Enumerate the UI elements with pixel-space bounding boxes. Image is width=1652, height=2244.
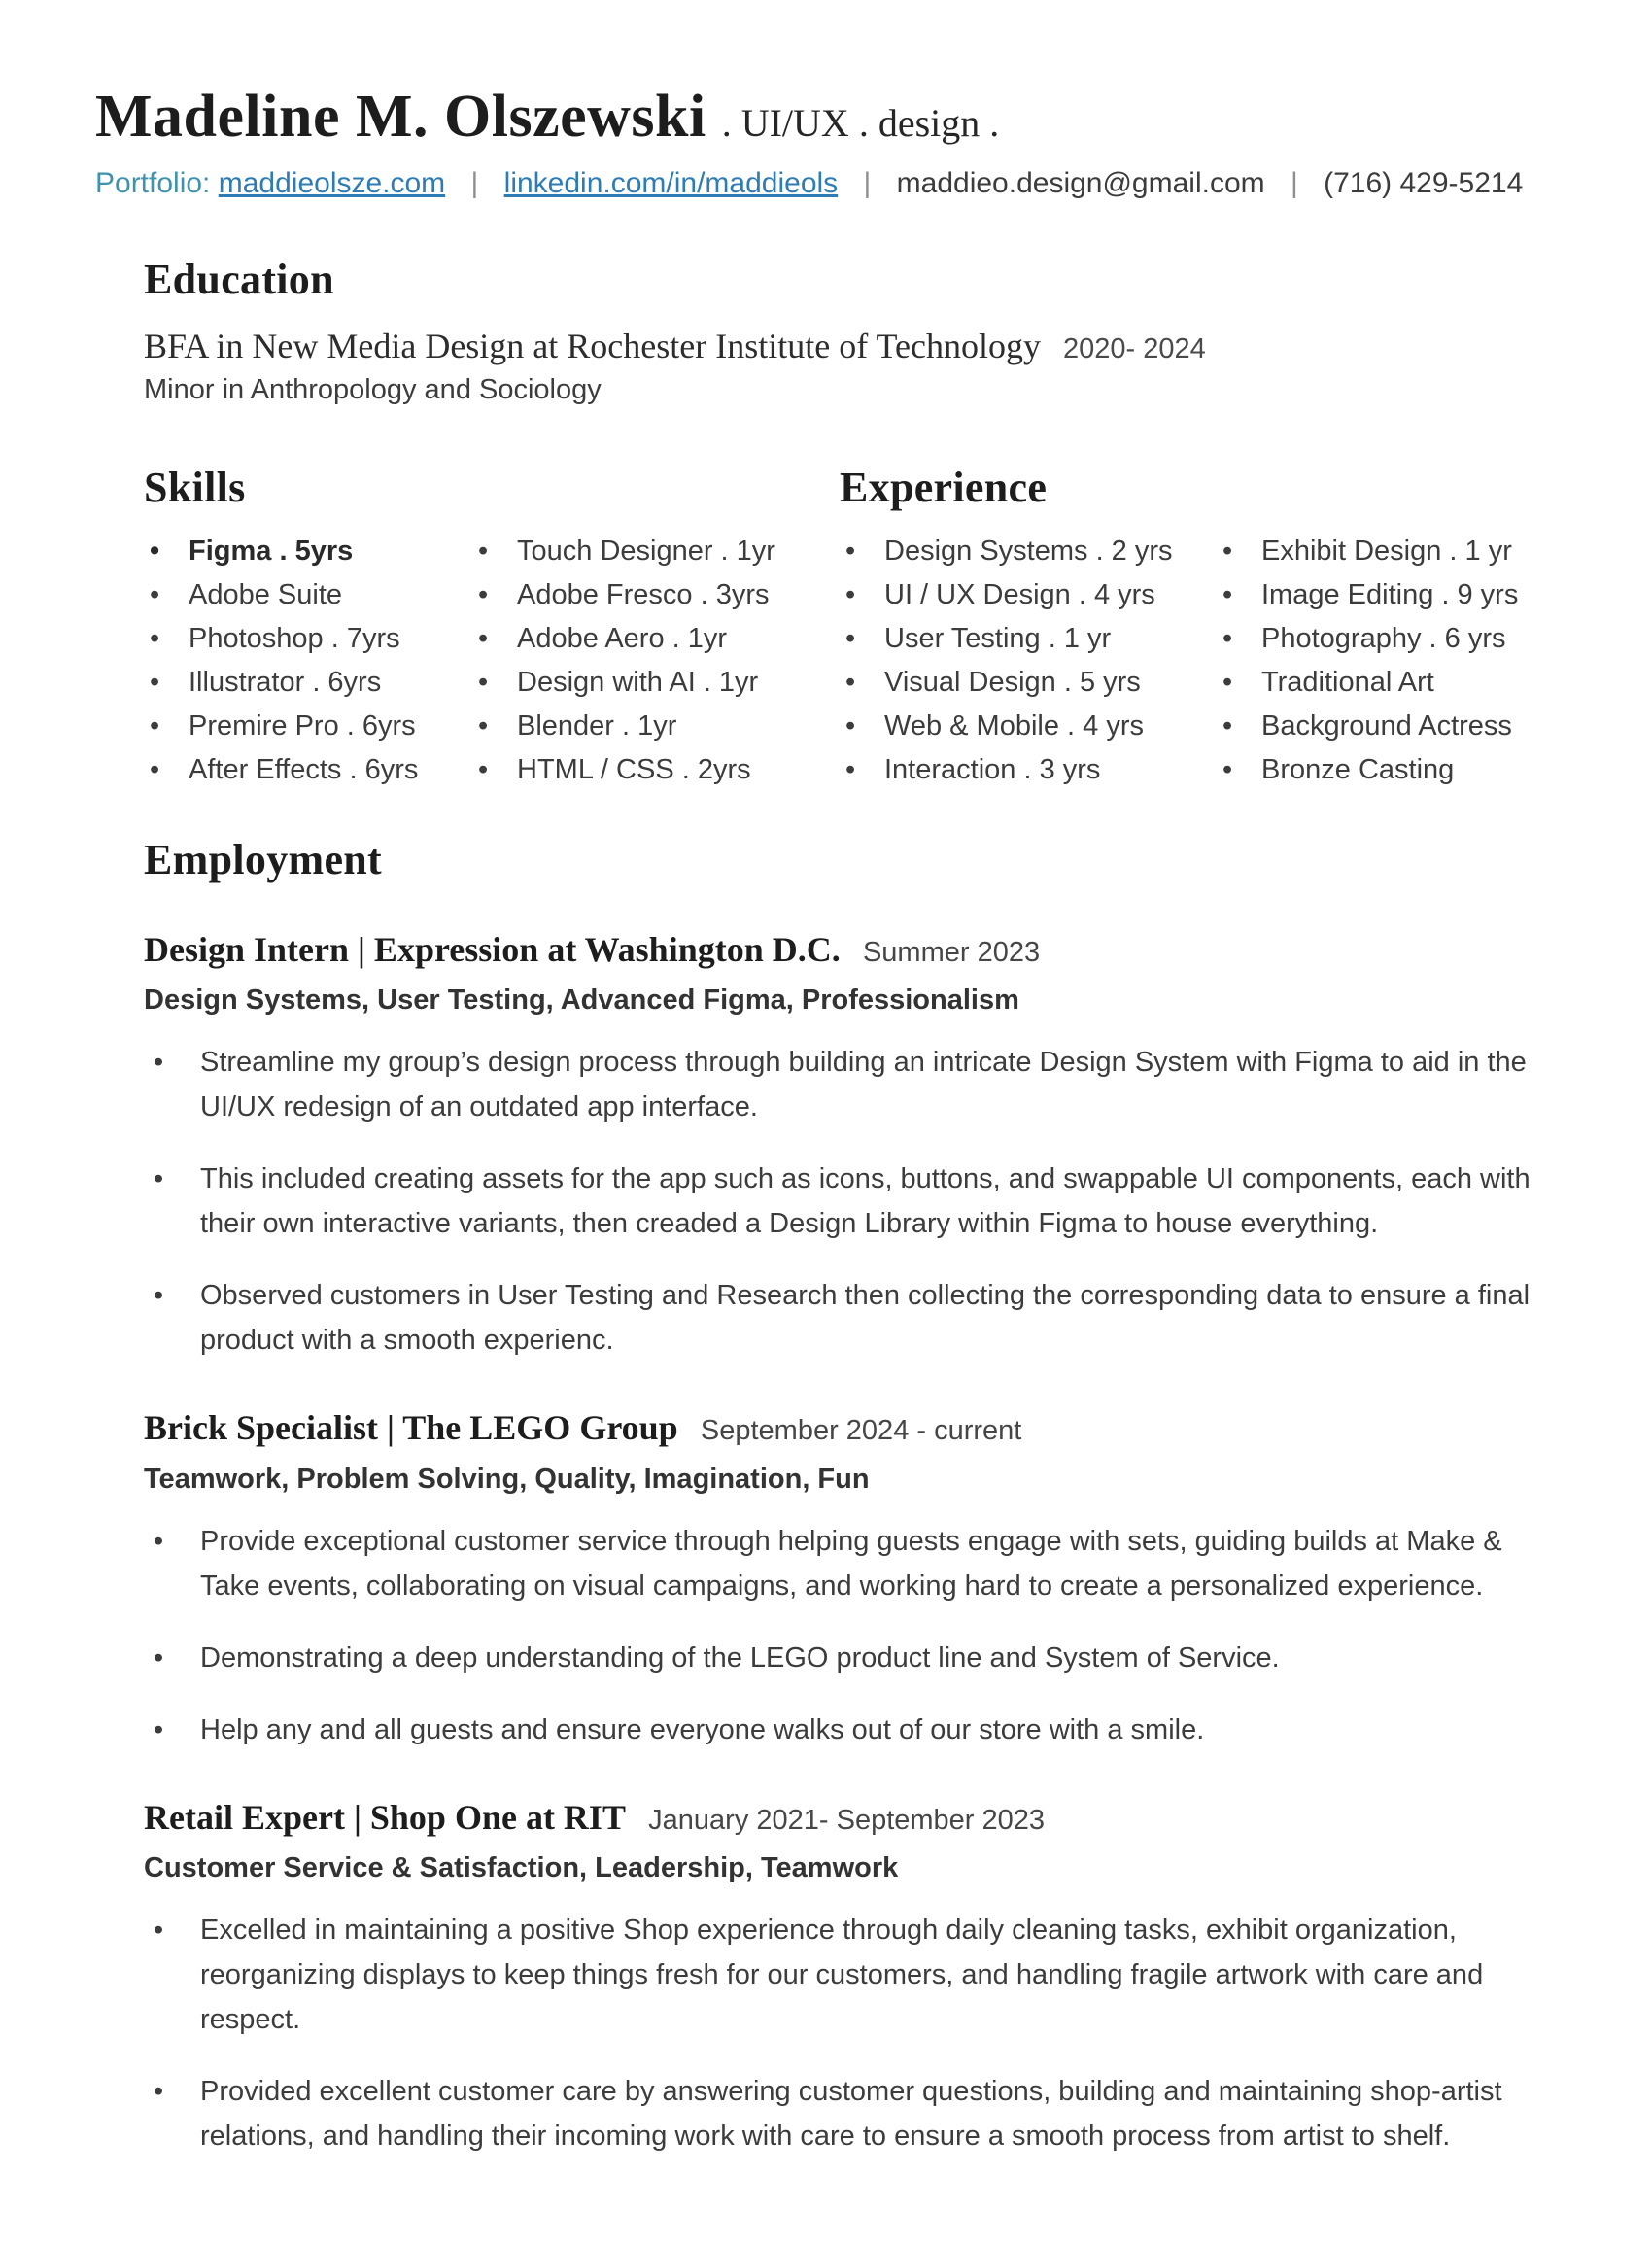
education-section [144, 255, 1557, 406]
experience-item: • Visual Design . 5 yrs [840, 661, 1217, 705]
job-title-line [144, 1797, 1557, 1839]
job-bullet-list [144, 1519, 1543, 1752]
skill-item: • Adobe Aero . 1yr [472, 617, 840, 661]
skills-experience-row [144, 463, 1557, 792]
name-line [95, 84, 1557, 150]
degree-text: BFA in New Media Design at Rochester Institute of Technology [144, 327, 1041, 366]
job-bullet-list [144, 1040, 1543, 1363]
job-bullet: • Excelled in maintaining a positive Shop experience through daily cleaning tasks, exhibit organization, reorganizing displays to keep things fresh for our customers, and handling fragile artwork with care and respect. [144, 1908, 1543, 2042]
portfolio-link[interactable]: maddieolsze.com [218, 167, 446, 200]
job-title: Retail Expert | Shop One at RIT [144, 1797, 626, 1837]
experience-column-1 [840, 530, 1217, 792]
job-entry [144, 1797, 1557, 2158]
skill-item: • Adobe Fresco . 3yrs [472, 573, 840, 617]
header [0, 0, 1652, 200]
experience-item: • Web & Mobile . 4 yrs [840, 705, 1217, 748]
minor-text: Minor in Anthropology and Sociology [144, 374, 602, 406]
job-skills: Design Systems, User Testing, Advanced Figma, Professionalism [144, 984, 1019, 1017]
job-bullet: • This included creating assets for the app such as icons, buttons, and swappable UI components, each with their own interactive variants, then creaded a Design Library within Figma to house everything. [144, 1157, 1543, 1246]
education-heading: Education [144, 256, 334, 304]
phone-text: (716) 429-5214 [1324, 167, 1524, 200]
job-dates: January 2021- September 2023 [648, 1804, 1046, 1836]
separator: | [863, 167, 872, 200]
job-bullet: • Provided excellent customer care by answering customer questions, building and maintaining shop-artist relations, and handling their incoming work with care to ensure a smooth process from artist to shelf. [144, 2069, 1543, 2158]
separator: | [1290, 167, 1298, 200]
skills-column-2 [472, 530, 840, 792]
employment-section [144, 835, 1557, 2244]
experience-item: • Traditional Art [1217, 661, 1557, 705]
experience-item: • Interaction . 3 yrs [840, 748, 1217, 792]
job-bullet: • Observed customers in User Testing and Research then collecting the corresponding data to ensure a final product with a smooth experienc. [144, 1273, 1543, 1363]
job-title: Brick Specialist | The LEGO Group [144, 1408, 678, 1448]
experience-item: • Design Systems . 2 yrs [840, 530, 1217, 573]
employment-heading: Employment [144, 836, 382, 884]
job-skills: Teamwork, Problem Solving, Quality, Imagination, Fun [144, 1463, 870, 1495]
skill-item: • Illustrator . 6yrs [144, 661, 472, 705]
job-title-line [144, 929, 1557, 971]
job-bullet-list [144, 1908, 1543, 2158]
experience-item: • Image Editing . 9 yrs [1217, 573, 1557, 617]
job-skills: Customer Service & Satisfaction, Leadership, Teamwork [144, 1851, 899, 1883]
tagline: . UI/UX . design . [721, 101, 1000, 145]
job-entry [144, 929, 1557, 1363]
experience-item: • Bronze Casting [1217, 748, 1557, 792]
skill-item: • Adobe Suite [144, 573, 472, 617]
linkedin-link[interactable]: linkedin.com/in/maddieols [503, 167, 839, 200]
experience-section [840, 463, 1557, 792]
skills-heading: Skills [144, 464, 246, 512]
job-entry [144, 1407, 1557, 1751]
skill-item: • Design with AI . 1yr [472, 661, 840, 705]
degree-line [144, 326, 1557, 366]
skill-item: • Figma . 5yrs [144, 530, 472, 573]
experience-item: • Background Actress [1217, 705, 1557, 748]
skill-item: • After Effects . 6yrs [144, 748, 472, 792]
skill-item: • Premire Pro . 6yrs [144, 705, 472, 748]
skill-item: • Blender . 1yr [472, 705, 840, 748]
contact-line [95, 167, 1557, 200]
job-dates: Summer 2023 [862, 937, 1041, 969]
education-dates: 2020- 2024 [1063, 333, 1206, 365]
skills-section [144, 463, 840, 792]
job-title: Design Intern | Expression at Washington D.C. [144, 930, 841, 970]
job-dates: September 2024 - current [700, 1415, 1022, 1447]
job-bullet: • Provide exceptional customer service through helping guests engage with sets, guiding builds at Make & Take events, collaborating on visual campaigns, and working hard to create a personalized experience. [144, 1519, 1543, 1608]
skill-item: • Touch Designer . 1yr [472, 530, 840, 573]
portfolio-label: Portfolio: [95, 167, 211, 200]
job-bullet: • Help any and all guests and ensure everyone walks out of our store with a smile. [144, 1708, 1543, 1752]
experience-item: • UI / UX Design . 4 yrs [840, 573, 1217, 617]
job-title-line [144, 1407, 1557, 1449]
experience-item: • Photography . 6 yrs [1217, 617, 1557, 661]
experience-item: • User Testing . 1 yr [840, 617, 1217, 661]
experience-heading: Experience [840, 464, 1048, 512]
job-bullet: • Streamline my group’s design process through building an intricate Design System with Figma to aid in the UI/UX redesign of an outdated app interface. [144, 1040, 1543, 1129]
experience-columns [840, 530, 1557, 792]
experience-column-2 [1217, 530, 1557, 792]
separator: | [470, 167, 479, 200]
person-name: Madeline M. Olszewski [95, 84, 706, 150]
skills-column-1 [144, 530, 472, 792]
job-bullet: • Demonstrating a deep understanding of the LEGO product line and System of Service. [144, 1636, 1543, 1680]
skill-item: • Photoshop . 7yrs [144, 617, 472, 661]
skill-item: • HTML / CSS . 2yrs [472, 748, 840, 792]
skills-columns [144, 530, 840, 792]
email-text: maddieo.design@gmail.com [896, 167, 1265, 200]
experience-item: • Exhibit Design . 1 yr [1217, 530, 1557, 573]
